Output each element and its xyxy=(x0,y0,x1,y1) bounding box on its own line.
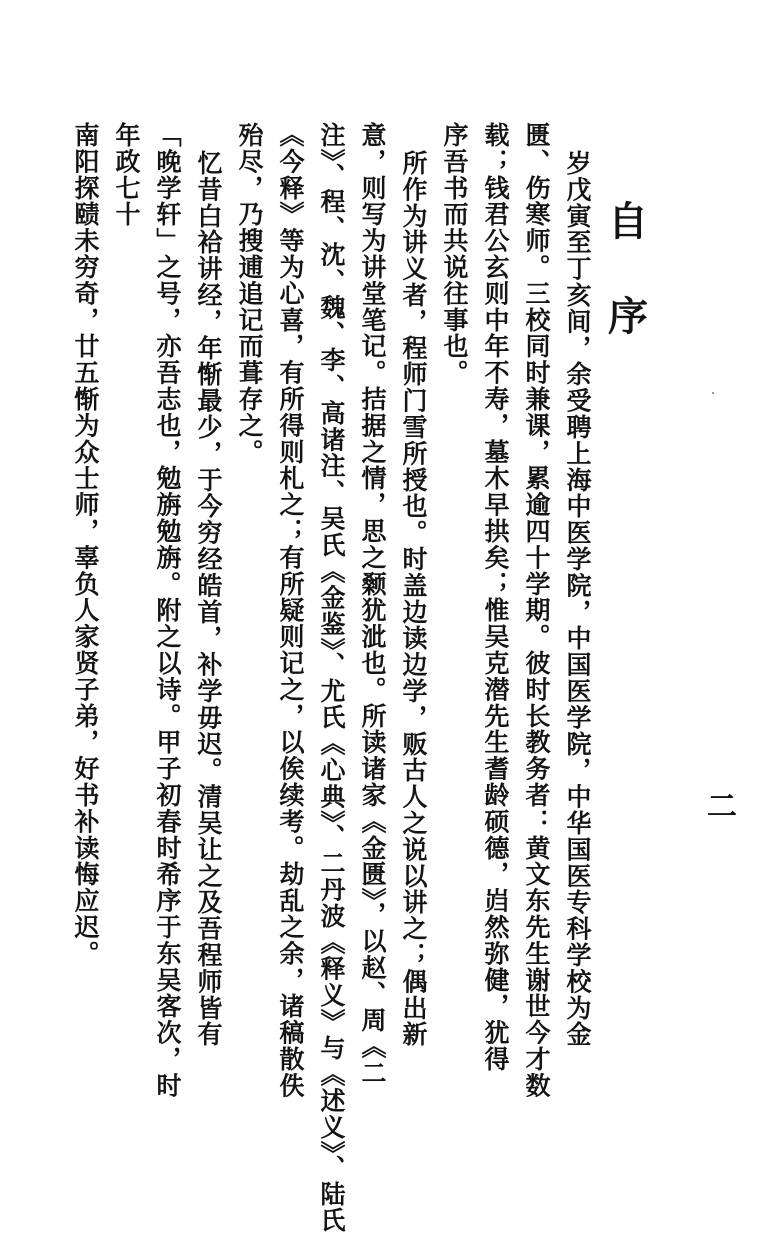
page-number: 二 xyxy=(701,790,736,820)
text-column-3: 载；钱君公玄则中年不寿，墓木早拱矣；惟吴克潜先生耆龄硕德，岿然弥健，犹得 xyxy=(481,122,510,1073)
title-char-zi: 自 xyxy=(608,198,648,245)
text-column-12: 年政七十 xyxy=(112,122,141,228)
text-column-5: 所作为讲义者，程师门雪所授也。时盖边读边学，贩古人之说以讲之；偶出新 xyxy=(399,150,428,1048)
text-column-1: 岁戊寅至丁亥间，余受聘上海中医学院，中国医学院，中华国医专科学校为金 xyxy=(563,150,592,1048)
text-column-9: 殆尽，乃搜逋追记而葺存之。 xyxy=(235,122,264,466)
speck xyxy=(712,392,714,394)
title-char-xu: 序 xyxy=(608,293,648,340)
text-column-2: 匮、伤寒师。三校同时兼课，累逾四十学期。彼时长教务者：黄文东先生谢世今才数 xyxy=(522,122,551,1099)
text-column-4: 序吾书而共说往事也。 xyxy=(440,122,469,386)
poem-column: 南阳探赜未穷奇，廿五惭为众士师，辜负人家贤子弟，好书补读悔应迟。 xyxy=(71,122,100,967)
text-column-7: 注》、程、沈、魏、李、高诸注、吴氏《金鉴》、尤氏《心典》、二丹波《释义》与《述义》、陆氏 xyxy=(317,122,346,1234)
text-column-10: 忆昔白袷讲经，年惭最少，于今穷经皓首，补学毋迟。清吴让之及吾程师皆有 xyxy=(194,150,223,1048)
text-column-8: 《今释》等为心喜，有所得则札之；有所疑则记之，以俟续考。劫乱之余，诸稿散佚 xyxy=(276,122,305,1099)
text-column-11: 「晚学轩」之号，亦吾志也，勉旃勉旃。附之以诗。甲子初春时希序于东吴客次，时 xyxy=(153,122,182,1099)
text-column-6: 意，则写为讲堂笔记。拮据之情，思之颡犹泚也。所读诸家《金匮》，以赵、周《二 xyxy=(358,122,387,1087)
